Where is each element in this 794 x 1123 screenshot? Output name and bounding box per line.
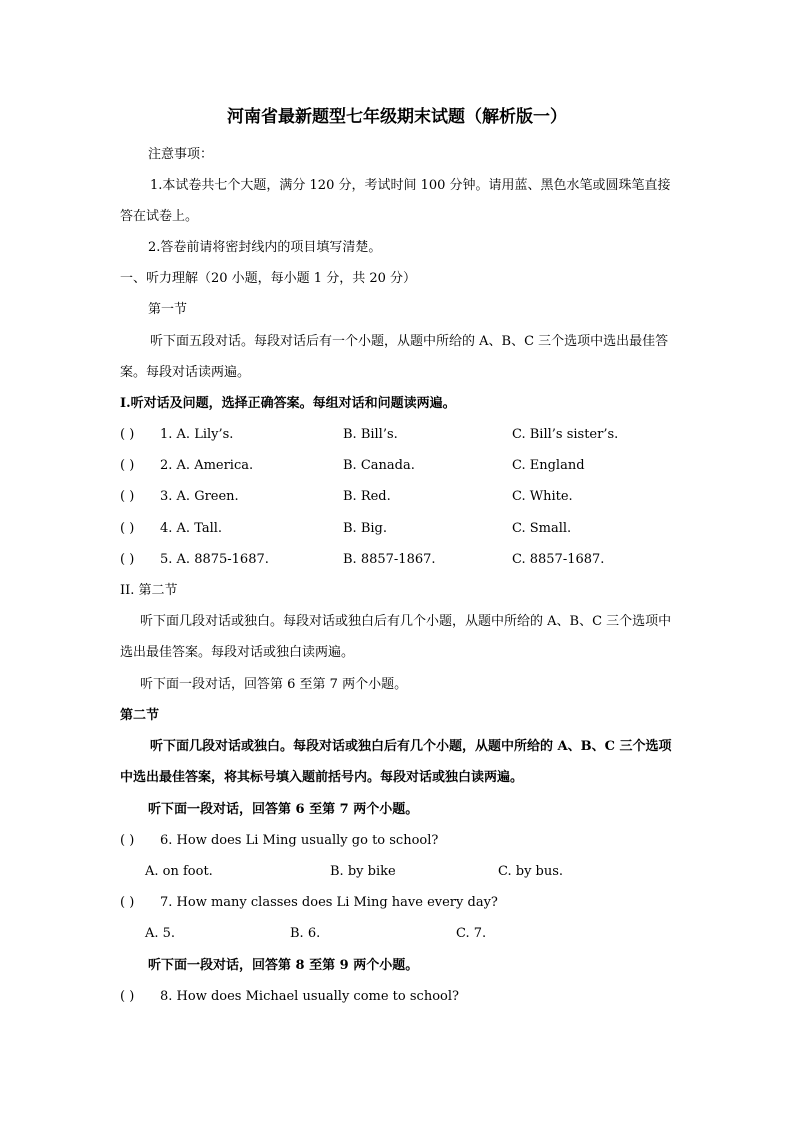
answer-bracket[interactable]: ( ) — [120, 427, 135, 442]
option-a: A. on foot. — [145, 864, 213, 879]
question-3 — [120, 488, 239, 506]
option-b: B. Bill’s. — [343, 427, 398, 442]
answer-bracket[interactable]: ( ) — [120, 458, 135, 473]
option-c: C. White. — [512, 489, 573, 504]
option-b: B. Big. — [343, 521, 387, 536]
question-stem: 4. A. Tall. — [160, 521, 223, 536]
part1-instruction — [120, 326, 680, 388]
sub2-heading: II. 第二节 — [120, 583, 178, 598]
part2-label: 第二节 — [120, 708, 160, 723]
question-stem: 7. How many classes does Li Ming have every day? — [160, 895, 498, 910]
question-stem: 8. How does Michael usually come to school? — [160, 989, 459, 1004]
part2-listen-1: 听下面一段对话，回答第 6 至第 7 两个小题。 — [148, 802, 419, 817]
option-c: C. England — [512, 458, 585, 473]
question-stem: 1. A. Lily’s. — [160, 427, 234, 442]
part1-instruction-text: 听下面五段对话。每段对话后有一个小题，从题中所给的 A、B、C 三个选项中选出最佳答案。每段对话读两遍。 — [120, 334, 669, 380]
part1-label: 第一节 — [148, 302, 188, 317]
option-b: B. Canada. — [343, 458, 415, 473]
option-c: C. Small. — [512, 521, 572, 536]
option-a: A. 5. — [145, 926, 176, 941]
answer-bracket[interactable]: ( ) — [120, 521, 135, 536]
option-b: B. Red. — [343, 489, 391, 504]
section-heading: 一、听力理解（20 小题，每小题 1 分，共 20 分） — [120, 271, 417, 286]
answer-bracket[interactable]: ( ) — [120, 989, 135, 1004]
option-c: C. by bus. — [498, 864, 564, 879]
question-stem: 6. How does Li Ming usually go to school? — [160, 833, 439, 848]
answer-bracket[interactable]: ( ) — [120, 895, 135, 910]
question-stem: 3. A. Green. — [160, 489, 239, 504]
question-stem: 5. A. 8875-1687. — [160, 552, 269, 567]
question-6 — [120, 832, 438, 850]
answer-bracket[interactable]: ( ) — [120, 489, 135, 504]
part2-listen-2: 听下面一段对话，回答第 8 至第 9 两个小题。 — [148, 958, 419, 973]
notice-heading: 注意事项： — [148, 147, 214, 162]
question-8 — [120, 988, 459, 1006]
sub1-heading: I.听对话及问题，选择正确答案。每组对话和问题读两遍。 — [120, 396, 456, 411]
answer-bracket[interactable]: ( ) — [120, 833, 135, 848]
question-7 — [120, 894, 498, 912]
answer-bracket[interactable]: ( ) — [120, 552, 135, 567]
part2-instruction-text: 听下面几段对话或独白。每段对话或独白后有几个小题，从题中所给的 A、B、C 三个选项中选出最佳答案，将其标号填入题前括号内。每段对话或独白读两遍。 — [120, 739, 672, 785]
notice-item-1-text: 1.本试卷共七个大题，满分 120 分，考试时间 100 分钟。请用蓝、黑色水笔或圆珠笔直接答在试卷上。 — [120, 178, 671, 224]
option-b: B. by bike — [330, 864, 396, 879]
sub2-listen: 听下面一段对话，回答第 6 至第 7 两个小题。 — [140, 677, 408, 692]
option-b: B. 8857-1867. — [343, 552, 436, 567]
sub2-instruction — [120, 606, 680, 668]
option-c: C. 8857-1687. — [512, 552, 605, 567]
option-b: B. 6. — [290, 926, 321, 941]
question-1 — [120, 426, 233, 444]
notice-item-1 — [120, 170, 680, 232]
sub2-instruction-text: 听下面几段对话或独白。每段对话或独白后有几个小题，从题中所给的 A、B、C 三个选项中选出最佳答案。每段对话或独白读两遍。 — [120, 614, 672, 660]
question-stem: 2. A. America. — [160, 458, 254, 473]
exam-title: 河南省最新题型七年级期末试题（解析版一） — [227, 107, 567, 127]
question-4 — [120, 520, 222, 538]
question-5 — [120, 551, 269, 569]
option-c: C. 7. — [456, 926, 487, 941]
part2-instruction — [120, 731, 680, 793]
notice-item-2: 2.答卷前请将密封线内的项目填写清楚。 — [148, 240, 382, 255]
question-2 — [120, 457, 253, 475]
option-c: C. Bill’s sister’s. — [512, 427, 619, 442]
